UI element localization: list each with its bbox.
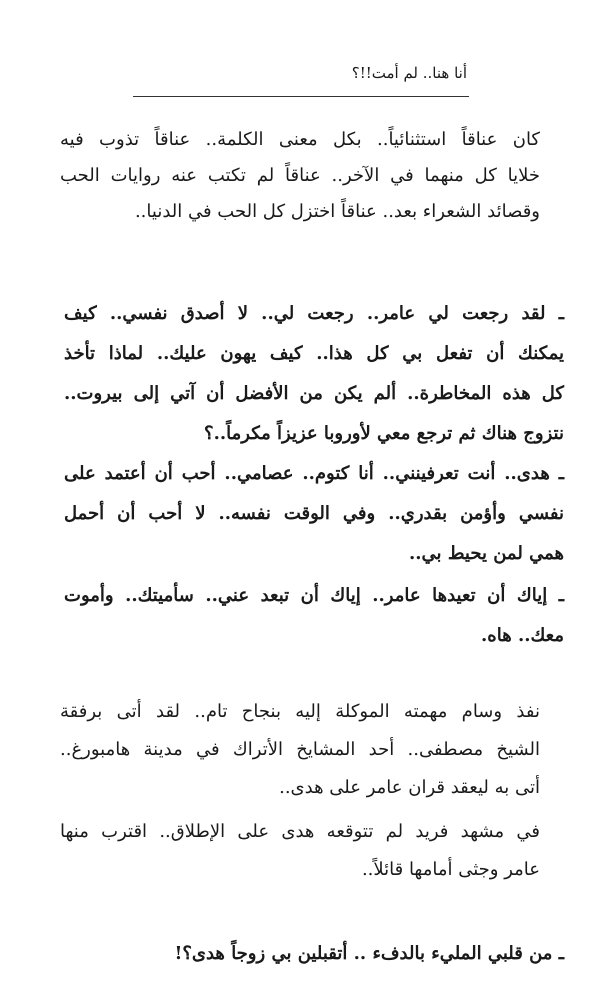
dialogue-line: همي لمن يحيط بي.. (409, 543, 564, 564)
dialogue-line: نفسي وأؤمن بقدري.. وفي الوقت نفسه.. لا أحب أن أحمل (64, 503, 564, 524)
dialogue-line: ـ إياك أن تعيدها عامر.. إياك أن تبعد عني.. سأميتك.. وأموت (64, 585, 564, 606)
dialogue-line: ـ من قلبي المليء بالدفء .. أتقبلين بي زوجاً هدى؟! (174, 943, 564, 964)
text-line: عامر وجثى أمامها قائلاً.. (361, 859, 540, 880)
dialogue-line: ـ لقد رجعت لي عامر.. رجعت لي.. لا أصدق نفسي.. كيف (64, 303, 564, 324)
text-line: في مشهد فريد لم تتوقعه هدى على الإطلاق.. اقترب منها (60, 821, 540, 842)
header-rule (133, 96, 469, 97)
running-header: أنا هنا.. لم أمت!!؟ (351, 64, 467, 82)
text-line: أتى به ليعقد قران عامر على هدى.. (279, 777, 540, 798)
text-line: نفذ وسام مهمته الموكلة إليه بنجاح تام.. لقد أتى برفقة (60, 701, 540, 722)
dialogue-line: كل هذه المخاطرة.. ألم يكن من الأفضل أن آتي إلى بيروت.. (64, 383, 564, 404)
dialogue-line: معك.. هاه. (481, 625, 564, 646)
text-line: الشيخ مصطفى.. أحد المشايخ الأتراك في مدينة هامبورغ.. (60, 739, 540, 760)
dialogue-line: نتزوج هناك ثم ترجع معي لأوروبا عزيزاً مكرماً..؟ (204, 423, 564, 444)
dialogue-line: يمكنك أن تفعل بي كل هذا.. كيف يهون عليك.. لماذا تأخذ (64, 343, 564, 364)
dialogue-line: ـ هدى.. أنت تعرفينني.. أنا كتوم.. عصامي.. أحب أن أعتمد على (64, 463, 564, 484)
text-line: وقصائد الشعراء بعد.. عناقاً اختزل كل الحب في الدنيا.. (134, 201, 540, 222)
text-line: كان عناقاً استثنائياً.. بكل معنى الكلمة.. عناقاً تذوب فيه (60, 129, 540, 150)
text-line: خلايا كل منهما في الآخر.. عناقاً لم تكتب عنه روايات الحب (60, 165, 540, 186)
